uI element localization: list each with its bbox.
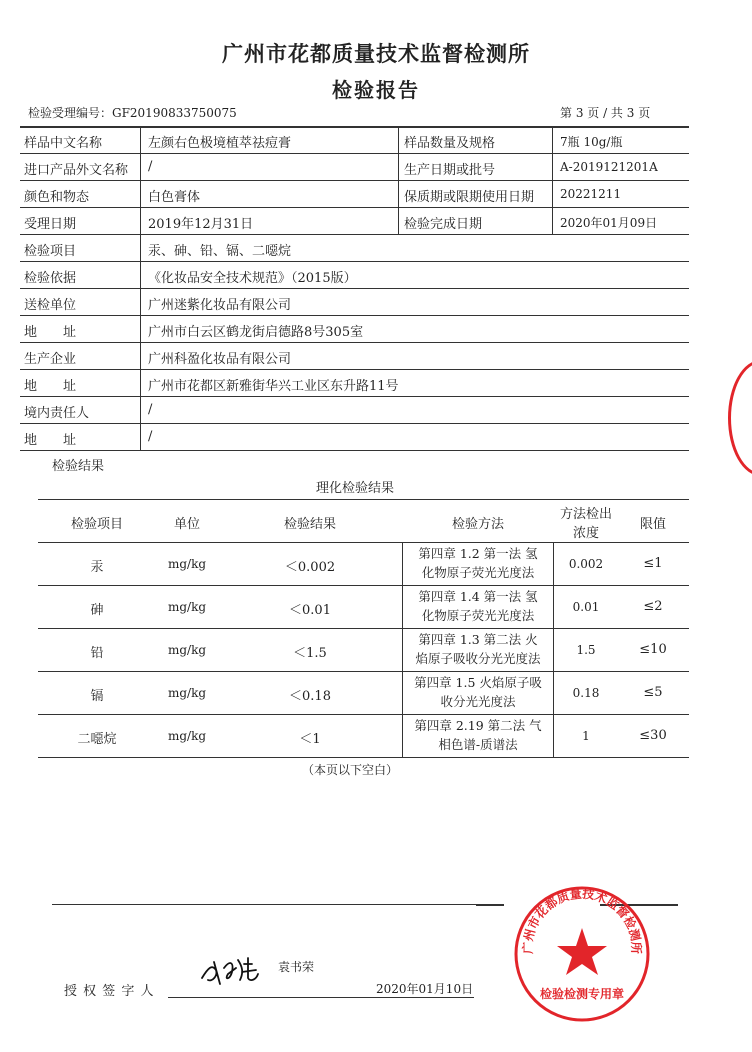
field-value: 左颜右色极境植萃祛痘膏 [148,136,292,151]
report-title: 检验报告 [332,78,420,102]
cell-unit: mg/kg [167,600,207,614]
col-header-limit: 限值 [639,517,666,532]
cell-result: ＜0.01 [289,603,331,618]
field-value: 2020年01月09日 [560,216,658,230]
cell-method-2: 化物原子荧光光度法 [421,608,535,623]
field-label: 进口产品外文名称 [24,163,129,178]
field-label: 生产日期或批号 [404,163,496,178]
receipt-number: 检验受理编号：GF20190833750075 [28,106,237,120]
cell-lod: 1.5 [576,643,596,657]
cell-method-2: 焰原子吸收分光光度法 [415,651,541,666]
field-value: A-2019121201A [560,160,658,174]
signer-label: 授 权 签 字 人 [64,984,155,999]
cell-limit: ≤2 [643,599,663,614]
cell-method-2: 相色谱-质谱法 [438,737,518,752]
cell-method-2: 化物原子荧光光度法 [421,565,535,580]
stamp-star-icon [557,928,607,975]
col-header-lod-1: 方法检出 [559,507,612,522]
cell-unit: mg/kg [167,643,207,657]
col-header-method: 检验方法 [451,517,504,532]
cell-unit: mg/kg [167,686,207,700]
organization-title: 广州市花都质量技术监督检测所 [222,41,530,66]
signer-name: 袁书荣 [278,960,315,974]
cell-method-2: 收分光光度法 [440,694,516,709]
cell-unit: mg/kg [167,729,207,743]
field-value: / [148,159,153,174]
results-table-title: 理化检验结果 [316,481,395,496]
field-value: 2019年12月31日 [148,217,254,232]
field-label: 样品中文名称 [24,136,103,151]
field-value: 《化妆品安全技术规范》（2015版） [148,271,357,286]
field-label: 检验完成日期 [404,217,483,232]
field-value: / [148,429,153,444]
cell-item: 铅 [90,646,104,661]
field-label: 检验项目 [24,244,77,259]
field-label: 保质期或限期使用日期 [404,190,535,205]
col-header-lod-2: 浓度 [572,526,599,541]
field-value: 广州科盈化妆品有限公司 [148,352,292,367]
cell-lod: 0.01 [572,600,600,614]
field-label: 地 址 [24,433,77,448]
cell-limit: ≤5 [643,685,663,700]
field-label: 地 址 [24,379,77,394]
cell-method-1: 第四章 1.3 第二法 火 [418,632,538,647]
cell-method-1: 第四章 1.5 火焰原子吸 [414,675,542,690]
cell-result: ＜0.002 [284,560,336,575]
field-value: 广州市白云区鹤龙街启德路8号305室 [148,325,364,340]
stamp-arc-text: 广州市花都质量技术监督检测所 [520,886,644,954]
field-label: 颜色和物态 [24,190,90,205]
field-label: 送检单位 [24,298,77,313]
cell-limit: ≤10 [639,642,667,657]
cell-item: 二噁烷 [77,732,117,747]
cell-lod: 0.18 [572,686,600,700]
cell-method-1: 第四章 1.2 第一法 氢 [418,546,538,561]
field-value: 白色膏体 [148,190,201,205]
official-stamp [512,884,652,1024]
cell-result: ＜0.18 [289,689,331,704]
cell-method-1: 第四章 2.19 第二法 气 [414,718,542,733]
cell-result: ＜1.5 [293,646,327,661]
col-header-item: 检验项目 [70,517,123,532]
col-header-unit: 单位 [173,517,200,532]
cell-item: 镉 [90,689,104,704]
cell-item: 砷 [90,603,104,618]
cell-result: ＜1 [299,732,321,747]
cell-item: 汞 [90,560,104,575]
field-value: 汞、砷、铅、镉、二噁烷 [148,244,292,259]
field-label: 样品数量及规格 [404,136,496,151]
partial-stamp [728,360,752,476]
field-value: 7瓶 10g/瓶 [560,135,623,149]
field-label: 境内责任人 [24,406,90,421]
signature-image [198,950,288,990]
stamp-bottom-text: 检验检测专用章 [539,987,625,1001]
page-info: 第 3 页 / 共 3 页 [560,106,651,120]
field-value: 广州迷紫化妆品有限公司 [148,298,292,313]
cell-unit: mg/kg [167,557,207,571]
field-label: 受理日期 [24,217,77,232]
cell-lod: 1 [582,729,590,743]
field-value: 广州市花都区新雅街华兴工业区东升路11号 [148,379,399,394]
field-value: 20221211 [560,187,622,201]
sign-date: 2020年01月10日 [376,982,474,996]
cell-limit: ≤1 [643,556,663,571]
field-label: 检验依据 [24,271,77,286]
cell-lod: 0.002 [568,557,604,571]
cell-method-1: 第四章 1.4 第一法 氢 [418,589,538,604]
field-label: 地 址 [24,325,77,340]
results-section-label: 检验结果 [52,459,105,474]
field-value: / [148,402,153,417]
blank-note: （本页以下空白） [301,763,398,777]
cell-limit: ≤30 [639,728,667,743]
field-label: 生产企业 [24,352,77,367]
col-header-result: 检验结果 [283,517,336,532]
